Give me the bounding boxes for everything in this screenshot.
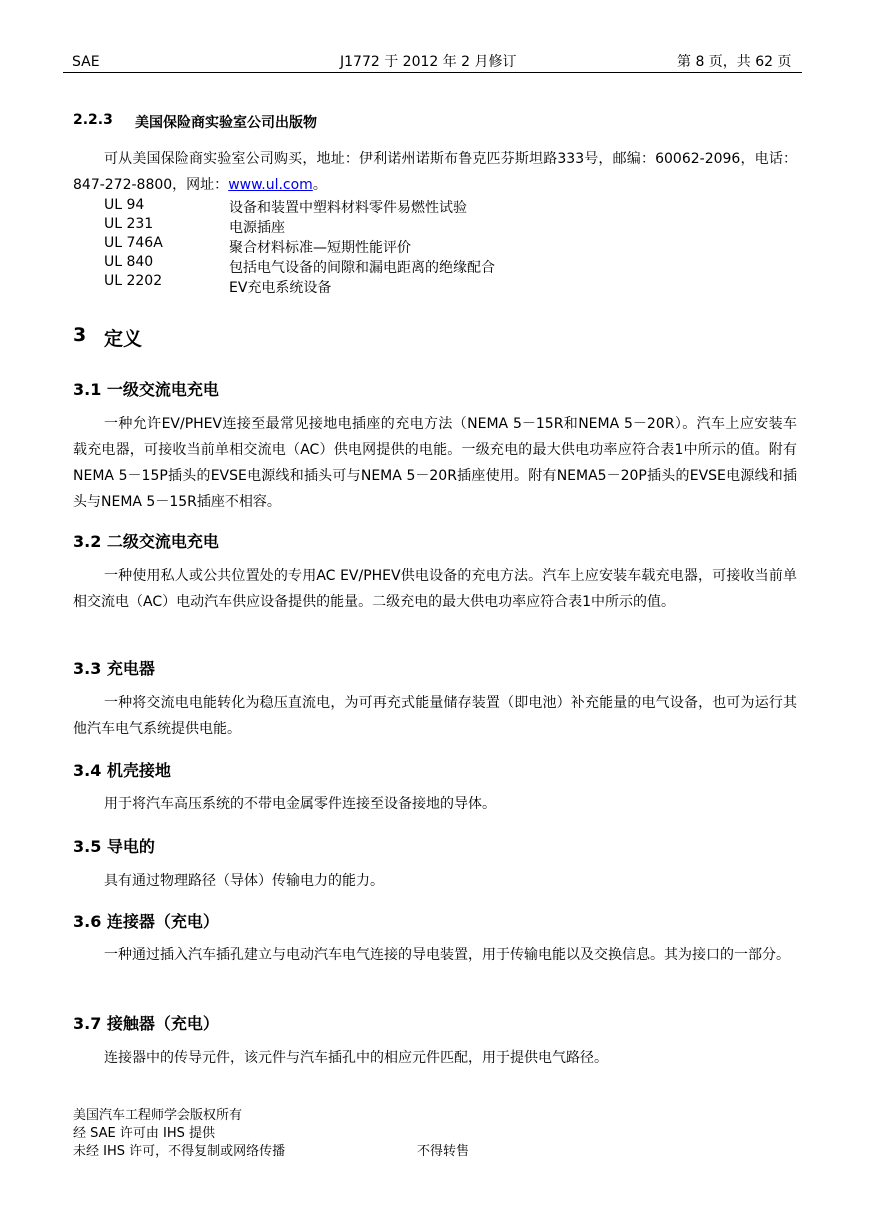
section-3-7-heading: 3.7 接触器（充电） [73,1014,219,1033]
section-3-6-heading: 3.6 连接器（充电） [73,912,219,931]
footer-reproduction-notice: 未经 IHS 许可，不得复制或网络传播 [73,1144,286,1159]
section-3-2-text: 一种使用私人或公共位置处的专用AC EV/PHEV供电设备的充电方法。汽车上应安装车载充电器，可接收当前单相交流电（AC）电动汽车供应设备提供的能量。二级充电的最大供电功率应符合表1中所示的值。 [73,568,797,610]
ref-title: 电源插座 [229,220,285,236]
section-3-3-heading: 3.3 充电器 [73,659,155,678]
section-3-3-text: 一种将交流电电能转化为稳压直流电，为可再充式能量储存装置（即电池）补充能量的电气设备，也可为运行其他汽车电气系统提供电能。 [73,695,797,737]
reference-titles [229,198,495,298]
section-2-2-3-title: 美国保险商实验室公司出版物 [135,115,317,131]
footer-not-for-resale: 不得转售 [417,1144,470,1159]
ref-title: 包括电气设备的间隙和漏电距离的绝缘配合 [229,260,495,276]
section-3-title: 定义 [104,328,143,350]
header-center: J1772 于 2012 年 2 月修订 [340,54,517,70]
section-3-6-text: 一种通过插入汽车插孔建立与电动汽车电气连接的导电装置，用于传输电能以及交换信息。其为接口的一部分。 [104,947,790,963]
paragraph-end: 。 [312,177,327,193]
ref-title: 设备和装置中塑料材料零件易燃性试验 [229,200,467,216]
footer-copyright: 美国汽车工程师学会版权所有 [73,1108,243,1123]
section-3-1-heading: 3.1 一级交流电充电 [73,380,219,399]
ref-code: UL 746A [104,235,163,251]
ref-code: UL 840 [104,254,154,270]
section-3-5-heading: 3.5 导电的 [73,837,155,856]
section-3-5-text: 具有通过物理路径（导体）传输电力的能力。 [104,873,384,889]
header-rule [63,72,802,73]
ref-title: 聚合材料标准—短期性能评价 [229,240,411,256]
section-3-2-heading: 3.2 二级交流电充电 [73,532,219,551]
ref-code: UL 2202 [104,273,163,289]
ref-code: UL 231 [104,216,154,232]
ref-title: EV充电系统设备 [229,280,332,296]
reference-codes [104,196,163,291]
ul-website-link[interactable]: www.ul.com [228,177,313,193]
header-left: SAE [72,54,100,70]
section-2-2-3-paragraph [73,146,797,198]
section-3-7-text: 连接器中的传导元件，该元件与汽车插孔中的相应元件匹配，用于提供电气路径。 [104,1050,608,1066]
footer-license: 经 SAE 许可由 IHS 提供 [73,1126,215,1141]
address-text: 可从美国保险商实验室公司购买，地址：伊利诺州诺斯布鲁克匹芬斯坦路333号，邮编：60062-2096，电话：847-272-8800，网址： [73,151,797,193]
section-3-1-text: 一种允许EV/PHEV连接至最常见接地电插座的充电方法（NEMA 5－15R和NEMA 5－20R）。汽车上应安装车载充电器，可接收当前单相交流电（AC）供电网提供的电能。一级充电的最大供电功率应符合表1中所示的值。附有NEMA 5－15P插头的EVSE电源线和插头可与NEMA 5－20R插座使用。附有NEMA5－20P插头的EVSE电源线和插头与NEMA 5－15R插座不相容。 [73,416,797,510]
header-page-number: 第 8 页，共 62 页 [677,54,792,70]
section-3-number: 3 [73,324,87,346]
section-3-4-heading: 3.4 机壳接地 [73,761,171,780]
section-3-4-text: 用于将汽车高压系统的不带电金属零件连接至设备接地的导体。 [104,796,496,812]
section-2-2-3-number: 2.2.3 [73,112,113,128]
ref-code: UL 94 [104,197,145,213]
